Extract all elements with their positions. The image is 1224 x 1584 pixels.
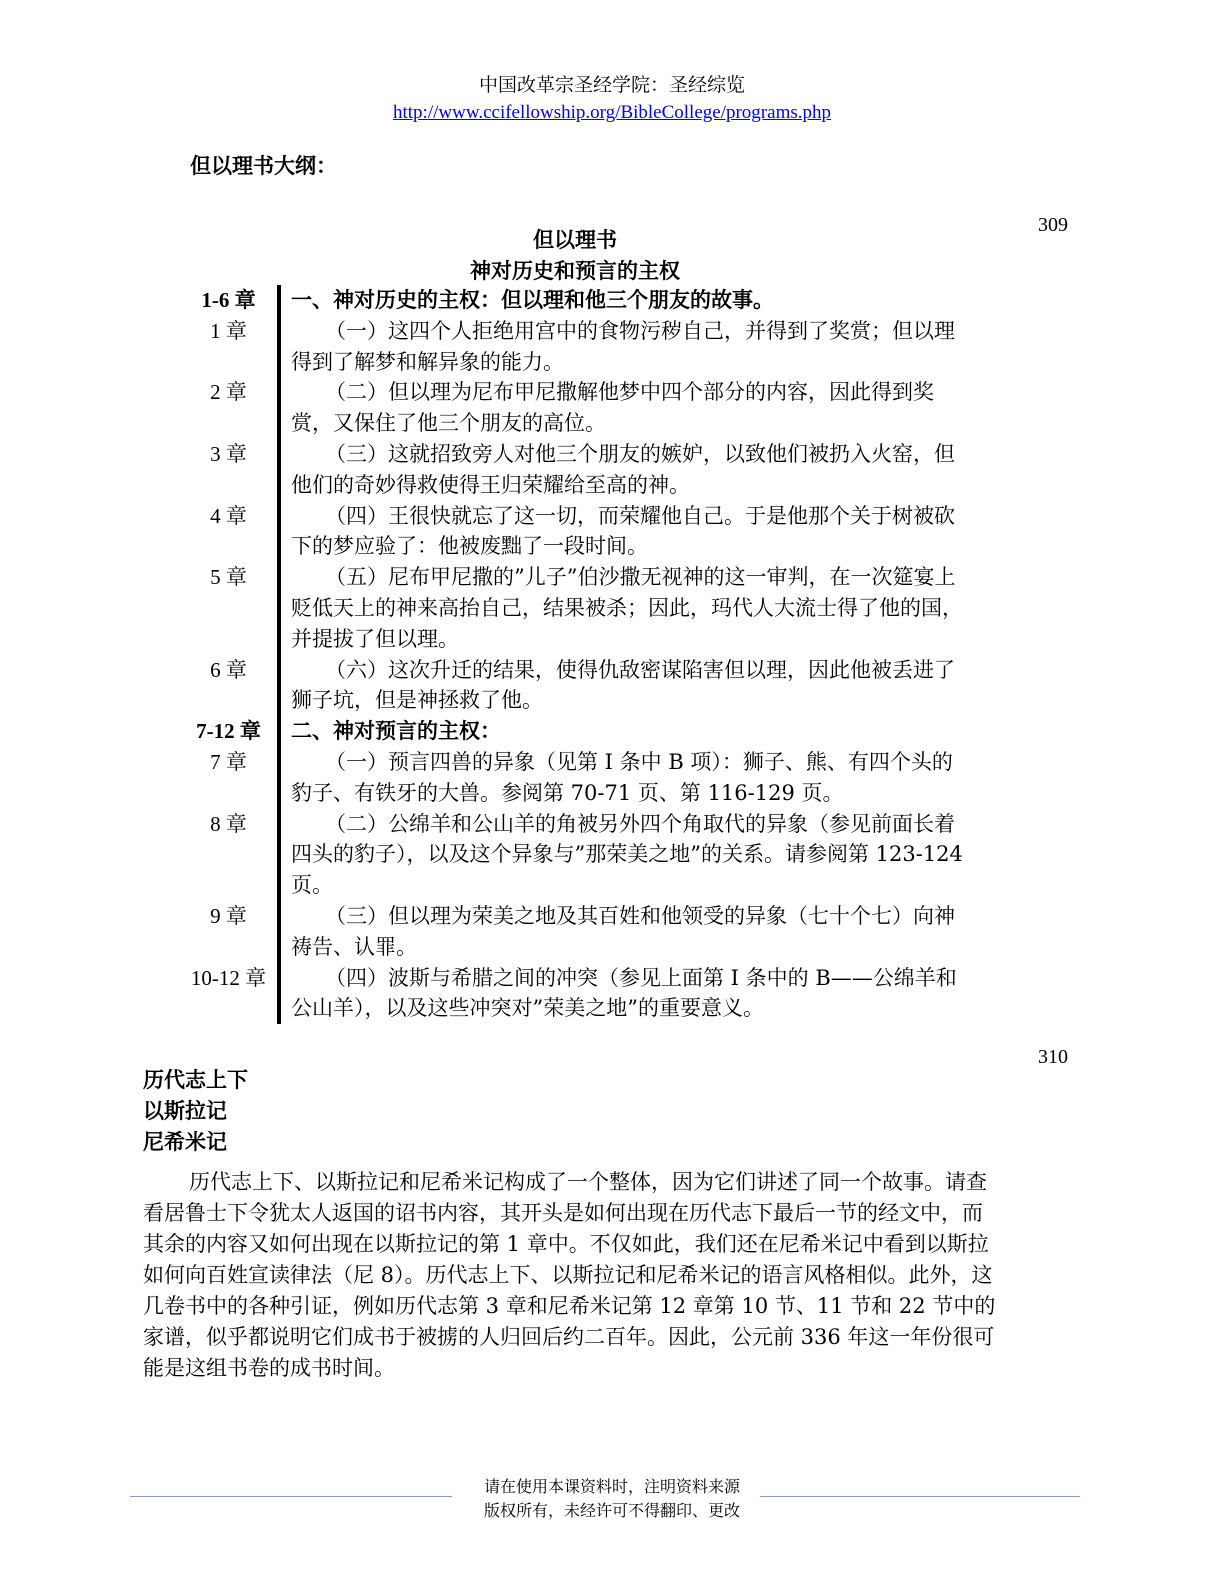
chapter-label: 1 章 bbox=[210, 318, 247, 343]
outline-row bbox=[180, 716, 970, 747]
outline-title: 但以理书 bbox=[533, 227, 617, 252]
outline-row bbox=[180, 439, 970, 501]
book-title: 尼希米记 bbox=[143, 1129, 227, 1154]
footer-copyright: 版权所有，未经许可不得翻印、更改 bbox=[483, 1501, 740, 1520]
page-number-310: 310 bbox=[1038, 1046, 1068, 1068]
outline-text: （三）但以理为荣美之地及其百姓和他领受的异象（七十个七）向神祷告、认罪。 bbox=[277, 901, 970, 963]
outline-text: （四）波斯与希腊之间的冲突（参见上面第 I 条中的 B——公绵羊和公山羊），以及这些冲突对”荣美之地”的重要意义。 bbox=[277, 963, 970, 1025]
outline-row bbox=[180, 747, 970, 809]
chapter-label: 7-12 章 bbox=[196, 719, 261, 744]
outline-text: （五）尼布甲尼撒的”儿子”伯沙撒无视神的这一审判，在一次筵宴上贬低天上的神来高抬自己，结果被杀；因此，玛代人大流士得了他的国，并提拔了但以理。 bbox=[277, 562, 970, 654]
outline-row bbox=[180, 285, 970, 316]
outline-text: 二、神对预言的主权： bbox=[277, 716, 970, 747]
book-title: 历代志上下 bbox=[143, 1067, 248, 1092]
chapter-label: 6 章 bbox=[210, 657, 247, 682]
outline-text: （六）这次升迁的结果，使得仇敌密谋陷害但以理，因此他被丢进了狮子坑，但是神拯救了他。 bbox=[277, 655, 970, 717]
chapter-label: 9 章 bbox=[210, 903, 247, 928]
outline-row bbox=[180, 655, 970, 717]
page-header bbox=[0, 72, 1224, 126]
chapter-label: 7 章 bbox=[210, 749, 247, 774]
outline-row bbox=[180, 809, 970, 901]
page-number-309: 309 bbox=[1038, 214, 1068, 236]
outline-text: （二）但以理为尼布甲尼撒解他梦中四个部分的内容，因此得到奖赏，又保住了他三个朋友的高位。 bbox=[277, 377, 970, 439]
outline-text: （一）预言四兽的异象（见第 I 条中 B 项）：狮子、熊、有四个头的豹子、有铁牙的大兽。参阅第 70-71 页、第 116-129 页。 bbox=[277, 747, 970, 809]
intro-paragraph: 历代志上下、以斯拉记和尼希米记构成了一个整体，因为它们讲述了同一个故事。请查看居鲁士下令犹太人返国的诏书内容，其开头是如何出现在历代志下最后一节的经文中，而其余的内容又如何出现在以斯拉记的第 1 章中。不仅如此，我们还在尼希米记中看到以斯拉如何向百姓宣读律法（尼 8）。历代志上下、以斯拉记和尼希米记的语言风格相似。此外，这几卷书中的各种引证，例如历代志第 3 章和尼希米记第 12 章第 10 节、11 节和 22 节中的家谱，似乎都说明它们成书于被掳的人归回后约二百年。因此，公元前 336 年这一年份很可能是这组书卷的成书时间。 bbox=[143, 1170, 996, 1380]
chapter-label: 4 章 bbox=[210, 503, 247, 528]
outline-row bbox=[180, 562, 970, 654]
outline-text: （四）王很快就忘了这一切，而荣耀他自己。于是他那个关于树被砍下的梦应验了：他被废黜了一段时间。 bbox=[277, 501, 970, 563]
institution-name: 中国改革宗圣经学院：圣经综览 bbox=[478, 74, 745, 96]
chapter-label: 5 章 bbox=[210, 565, 247, 590]
outline-text: （二）公绵羊和公山羊的角被另外四个角取代的异象（参见前面长着四头的豹子），以及这个异象与”那荣美之地”的关系。请参阅第 123-124 页。 bbox=[277, 809, 970, 901]
chapter-label: 10-12 章 bbox=[190, 965, 267, 990]
chapter-label: 3 章 bbox=[210, 441, 247, 466]
outline-subtitle: 神对历史和预言的主权 bbox=[470, 258, 680, 283]
chapter-label: 8 章 bbox=[210, 811, 247, 836]
chapter-label: 2 章 bbox=[210, 380, 247, 405]
chapter-label: 1-6 章 bbox=[201, 288, 256, 312]
outline-text: （三）这就招致旁人对他三个朋友的嫉妒，以致他们被扔入火窑，但他们的奇妙得救使得王归荣耀给至高的神。 bbox=[277, 439, 970, 501]
outline-row bbox=[180, 377, 970, 439]
outline-table bbox=[180, 285, 970, 1024]
book-title: 以斯拉记 bbox=[143, 1098, 227, 1123]
outline-text: （一）这四个人拒绝用宫中的食物污秽自己，并得到了奖赏；但以理得到了解梦和解异象的能力。 bbox=[277, 316, 970, 378]
section-heading: 但以理书大纲： bbox=[190, 153, 337, 178]
outline-text: 一、神对历史的主权：但以理和他三个朋友的故事。 bbox=[277, 285, 970, 316]
book-titles bbox=[143, 1064, 248, 1157]
outline-row bbox=[180, 901, 970, 963]
footer-source-note: 请在使用本课资料时，注明资料来源 bbox=[483, 1477, 740, 1496]
outline-row bbox=[180, 316, 970, 378]
page-footer bbox=[0, 1475, 1224, 1523]
outline-row bbox=[180, 963, 970, 1025]
outline-row bbox=[180, 501, 970, 563]
program-url-link[interactable]: http://www.ccifellowship.org/BibleCollege/programs.php bbox=[393, 102, 831, 123]
